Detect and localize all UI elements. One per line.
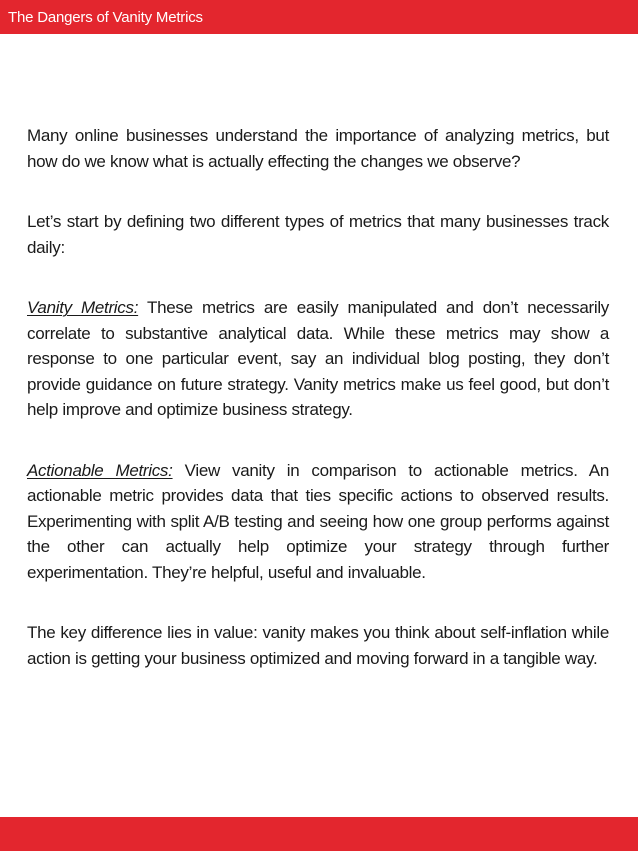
article-body	[27, 123, 609, 671]
vanity-metrics-term: Vanity Metrics:	[27, 298, 139, 317]
conclusion-paragraph: The key difference lies in value: vanity makes you think about self-inflation while action is getting your business optimized and moving forward in a tangible way.	[27, 623, 609, 668]
footer-bar	[0, 817, 638, 851]
vanity-metrics-paragraph	[27, 295, 609, 423]
types-intro-paragraph: Let’s start by defining two different types of metrics that many businesses track daily:	[27, 212, 609, 257]
vanity-metrics-text: These metrics are easily manipulated and don’t necessarily correlate to substantive analytical data. While these metrics may show a response to one particular event, say an individual blog posting, they don’t provide guidance on future strategy. Vanity metrics make us feel good, but don’t help improve and optimize business strategy.	[27, 298, 610, 419]
actionable-metrics-paragraph	[27, 458, 609, 586]
intro-paragraph: Many online businesses understand the importance of analyzing metrics, but how do we know what is actually effecting the changes we observe?	[27, 126, 609, 171]
page-title: The Dangers of Vanity Metrics	[8, 9, 203, 26]
header-bar	[0, 0, 638, 34]
actionable-metrics-term: Actionable Metrics:	[27, 460, 173, 480]
actionable-metrics-text: View vanity in comparison to actionable metrics. An actionable metric provides data that ties specific actions to observed results. Experimenting with split A/B testing and seeing how one group performs against the other can actually help optimize your strategy through further experimentation. They’re helpful, useful and invaluable.	[27, 460, 609, 582]
